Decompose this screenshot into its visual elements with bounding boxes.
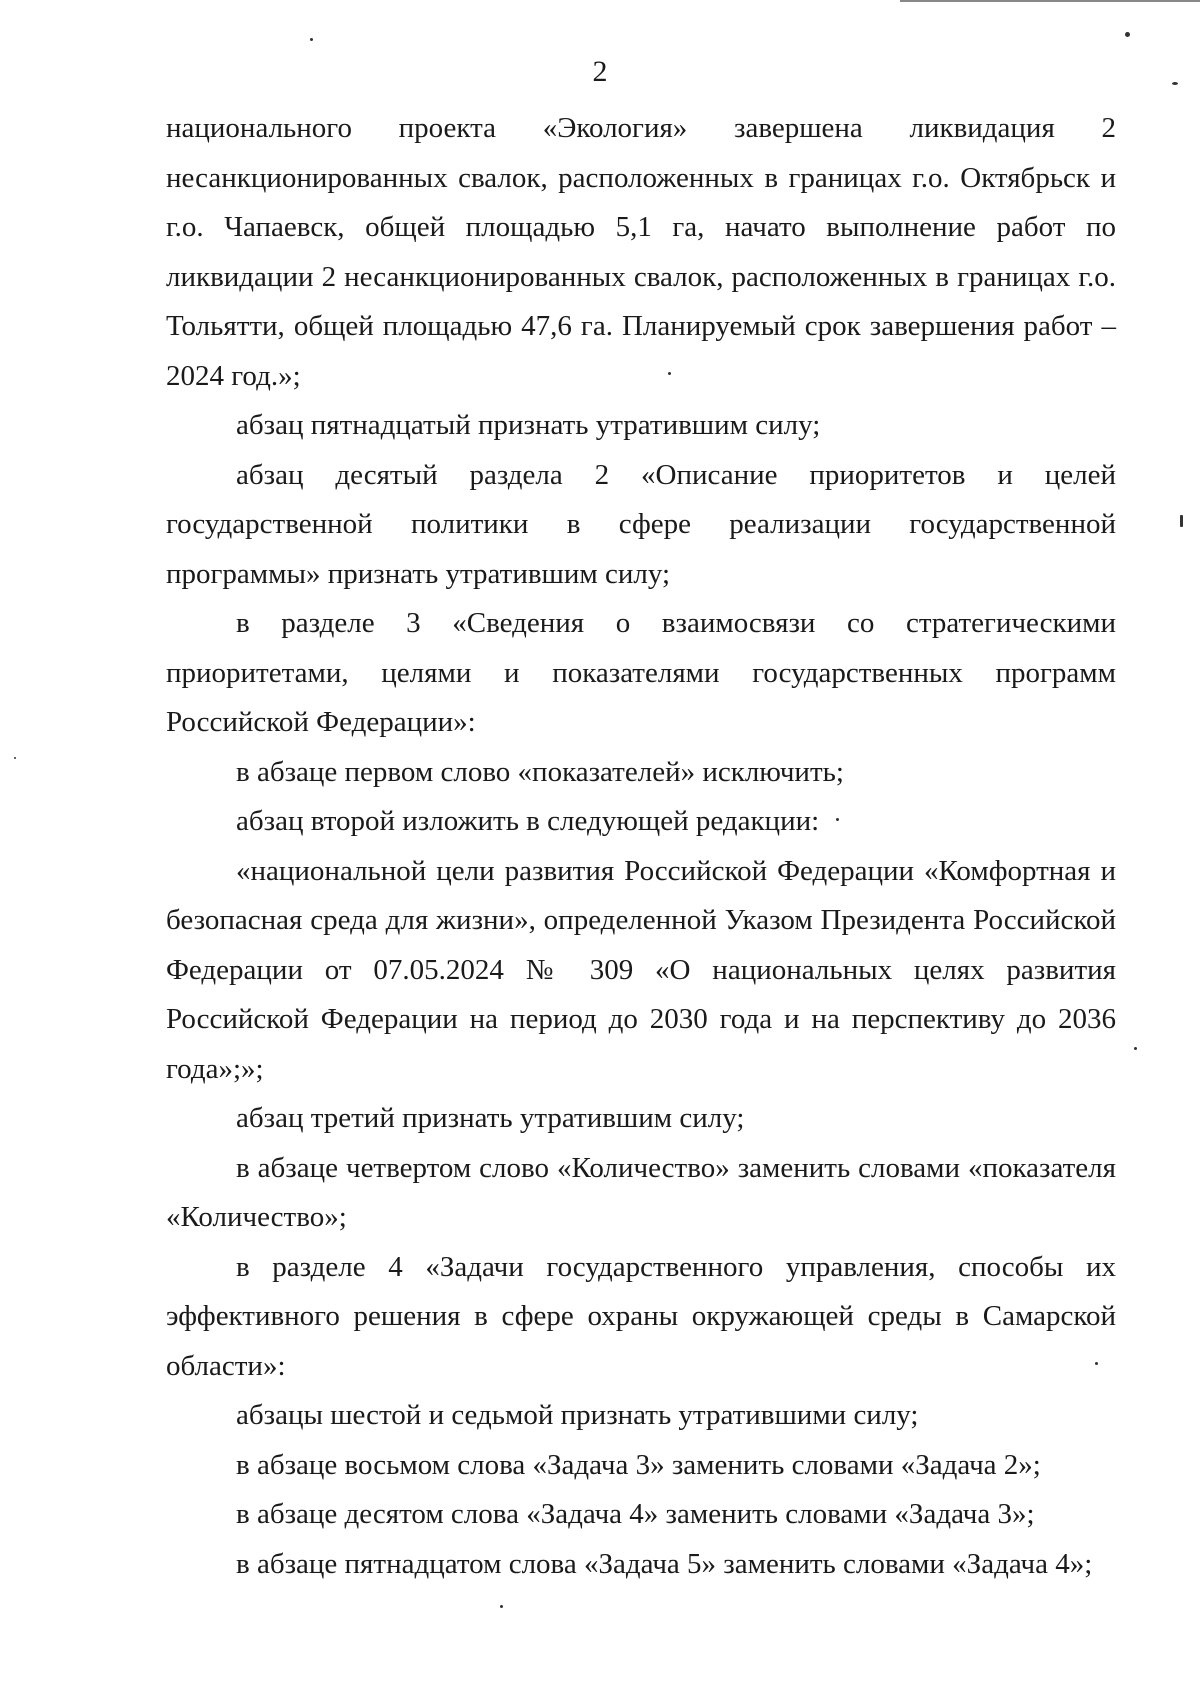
paragraph: абзац второй изложить в следующей редакции: [236, 805, 820, 837]
scan-speck [310, 38, 313, 41]
paragraph: в разделе 3 «Сведения о взаимосвязи со стратегическими приоритетами, целями и показателями государственных программ Российской Федерации»: [166, 607, 1116, 738]
paragraph: в абзаце восьмом слова «Задача 3» заменить словами «Задача 2»; [236, 1448, 1041, 1481]
paragraph: в абзаце пятнадцатом слова «Задача 5» заменить словами «Задача 4»; [236, 1547, 1093, 1580]
scan-edge-line [900, 0, 1200, 2]
scan-speck [14, 757, 16, 759]
paragraph: абзац пятнадцатый признать утратившим силу; [236, 409, 821, 441]
paragraph-quoted-text: «национальной цели развития Российской Федерации «Комфортная и безопасная среда для жизни», определенной Указом Президента Российской Федерации от 07.05.2024 № 309 «О национальных целях развития Российской Федерации на период до 2030 года и на перспективу до 2036 года»;»; [166, 854, 1116, 1085]
scan-speck [500, 1605, 503, 1608]
paragraph-continuation: национального проекта «Экология» завершена ликвидация 2 несанкционированных свалок, расположенных в границах г.о. Октябрьск и г.о. Чапаевск, общей площадью 5,1 га, начато выполнение работ по ликвидации 2 несанкционированных свалок, расположенных в границах г.о. Тольятти, общей площадью 47,6 га. Планируемый срок завершения работ – 2024 год.»; [166, 112, 1116, 392]
scan-speck [1172, 82, 1178, 85]
paragraph: абзац десятый раздела 2 «Описание приоритетов и целей государственной политики в сфере реализации государственной программы» признать утратившим силу; [166, 458, 1116, 590]
scan-speck [1125, 32, 1130, 37]
paragraph: в абзаце четвертом слово «Количество» заменить словами «показателя «Количество»; [166, 1151, 1116, 1233]
paragraph: абзацы шестой и седьмой признать утратившими силу; [236, 1399, 919, 1431]
paragraph: абзац третий признать утратившим силу; [236, 1102, 745, 1134]
paragraph: в абзаце десятом слова «Задача 4» заменить словами «Задача 3»; [236, 1498, 1035, 1530]
scan-speck [1180, 515, 1183, 527]
scan-speck [1095, 1362, 1098, 1365]
scan-speck [1134, 1047, 1137, 1050]
paragraph: в разделе 4 «Задачи государственного управления, способы их эффективного решения в сфере охраны окружающей среды в Самарской области»: [166, 1250, 1116, 1382]
scan-speck [836, 818, 839, 821]
scan-speck [668, 372, 671, 375]
paragraph: в абзаце первом слово «показателей» исключить; [236, 755, 844, 788]
page-number: 2 [592, 55, 608, 88]
document-body [166, 104, 1116, 1589]
